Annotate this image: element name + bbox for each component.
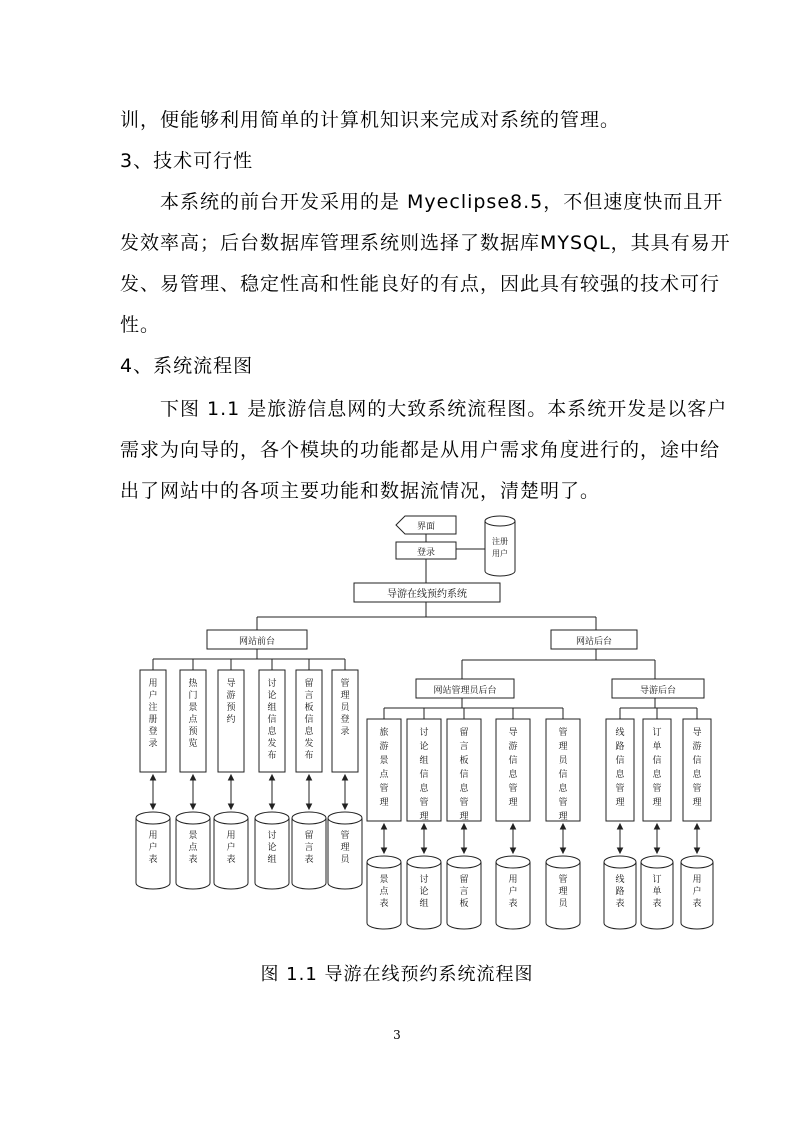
admin-backend-label: 网站管理员后台 — [433, 686, 497, 696]
db-table-label: 管理员 — [558, 875, 568, 909]
db-cylinder-top — [367, 856, 401, 868]
text-line: 发、易管理、稳定性高和性能良好的有点，因此具有较强的技术可行 — [120, 273, 721, 295]
module-label: 讨论组信息发布 — [267, 679, 277, 761]
arrowhead — [307, 775, 312, 780]
arrowhead — [270, 804, 275, 809]
module-label: 热门景点预览 — [188, 679, 198, 749]
arrowhead — [382, 848, 387, 853]
db-cylinder-top — [328, 812, 362, 824]
guide-backend-label: 导游后台 — [639, 686, 677, 696]
db-table-label: 讨论组 — [267, 831, 277, 865]
module-label: 导游信息管理 — [508, 728, 518, 808]
db-table-label: 景点表 — [379, 875, 389, 909]
system-label: 导游在线预约系统 — [387, 589, 467, 600]
db-cylinder — [214, 818, 248, 889]
arrowhead — [695, 848, 700, 853]
registered-users-label: 注册用户 — [492, 537, 508, 558]
arrowhead — [270, 775, 275, 780]
module-label: 管理员登录 — [340, 679, 350, 737]
arrowhead — [561, 824, 566, 829]
db-cylinder-top — [447, 856, 481, 868]
db-table-label: 讨论组 — [419, 875, 429, 909]
module-label: 讨论组信息管理 — [419, 728, 429, 822]
arrowhead — [511, 848, 516, 853]
db-cylinder-top — [136, 812, 170, 824]
arrowhead — [561, 848, 566, 853]
text-line: 性。 — [120, 314, 161, 336]
arrowhead — [655, 824, 660, 829]
arrowhead — [462, 824, 467, 829]
db-cylinder-top — [407, 856, 441, 868]
module-label: 订单信息管理 — [652, 728, 662, 808]
module-label: 导游信息管理 — [692, 728, 702, 808]
registered-users-db — [485, 516, 515, 576]
text-line: 下图 1.1 是旅游信息网的大致系统流程图。本系统开发是以客户 — [160, 398, 728, 420]
arrowhead — [695, 824, 700, 829]
module-label: 用户注册登录 — [148, 679, 158, 749]
arrowhead — [229, 775, 234, 780]
arrowhead — [511, 824, 516, 829]
arrowhead — [618, 848, 623, 853]
db-table-label: 用户表 — [508, 875, 518, 909]
module-label: 留言板信息管理 — [459, 728, 469, 822]
page-number: 3 — [393, 1028, 401, 1042]
start-label: 界面 — [416, 522, 436, 532]
arrowhead — [422, 848, 427, 853]
arrowhead — [343, 804, 348, 809]
db-cylinder-top — [641, 856, 673, 868]
arrowhead — [655, 848, 660, 853]
arrowhead — [191, 775, 196, 780]
db-cylinder-top — [681, 856, 713, 868]
backend-label: 网站后台 — [575, 637, 613, 647]
db-table-label: 管理员 — [340, 831, 350, 865]
db-cylinder — [328, 818, 362, 889]
arrowhead — [229, 804, 234, 809]
db-cylinder-top — [496, 856, 530, 868]
db-cylinder — [176, 818, 210, 889]
arrowhead — [422, 824, 427, 829]
figure-caption: 图 1.1 导游在线预约系统流程图 — [260, 964, 534, 985]
text-line: 本系统的前台开发采用的是 Myeclipse8.5，不但速度快而且开 — [160, 191, 724, 213]
db-table-label: 用户表 — [148, 831, 158, 865]
db-cylinder — [292, 818, 326, 889]
db-table-label: 用户表 — [226, 831, 236, 865]
module-label: 留言板信息发布 — [304, 679, 314, 761]
db-cylinder-top — [214, 812, 248, 824]
db-cylinder-top — [292, 812, 326, 824]
login-label: 登录 — [416, 548, 436, 558]
db-table-label: 订单表 — [652, 875, 662, 909]
db-table-label: 留言表 — [304, 831, 314, 865]
db-cylinder-top — [604, 856, 636, 868]
db-table-label: 线路表 — [615, 875, 625, 909]
db-cylinder-top — [546, 856, 580, 868]
module-label: 管理员信息管理 — [558, 728, 568, 822]
module-label: 导游预约 — [226, 679, 236, 725]
arrowhead — [382, 824, 387, 829]
section-heading: 4、系统流程图 — [120, 355, 254, 377]
module-label: 旅游景点管理 — [379, 728, 389, 808]
db-table-label: 留言板 — [459, 875, 469, 909]
db-cylinder-top — [255, 812, 289, 824]
arrowhead — [191, 804, 196, 809]
db-table-label: 用户表 — [692, 875, 702, 909]
frontend-label: 网站前台 — [238, 637, 276, 647]
arrowhead — [151, 775, 156, 780]
arrowhead — [462, 848, 467, 853]
text-line: 发效率高；后台数据库管理系统则选择了数据库MYSQL，其具有易开 — [120, 232, 731, 254]
db-table-label: 景点表 — [188, 831, 198, 865]
db-cylinder-top — [176, 812, 210, 824]
arrowhead — [343, 775, 348, 780]
section-heading: 3、技术可行性 — [120, 150, 254, 172]
text-line: 出了网站中的各项主要功能和数据流情况，清楚明了。 — [120, 480, 601, 502]
text-line: 需求为向导的，各个模块的功能都是从用户需求角度进行的，途中给 — [120, 439, 721, 461]
text-line: 训，便能够利用简单的计算机知识来完成对系统的管理。 — [120, 109, 621, 131]
db-cylinder — [255, 818, 289, 889]
arrowhead — [307, 804, 312, 809]
arrowhead — [151, 804, 156, 809]
arrowhead — [618, 824, 623, 829]
db-cylinder — [136, 818, 170, 889]
module-label: 线路信息管理 — [615, 728, 625, 808]
